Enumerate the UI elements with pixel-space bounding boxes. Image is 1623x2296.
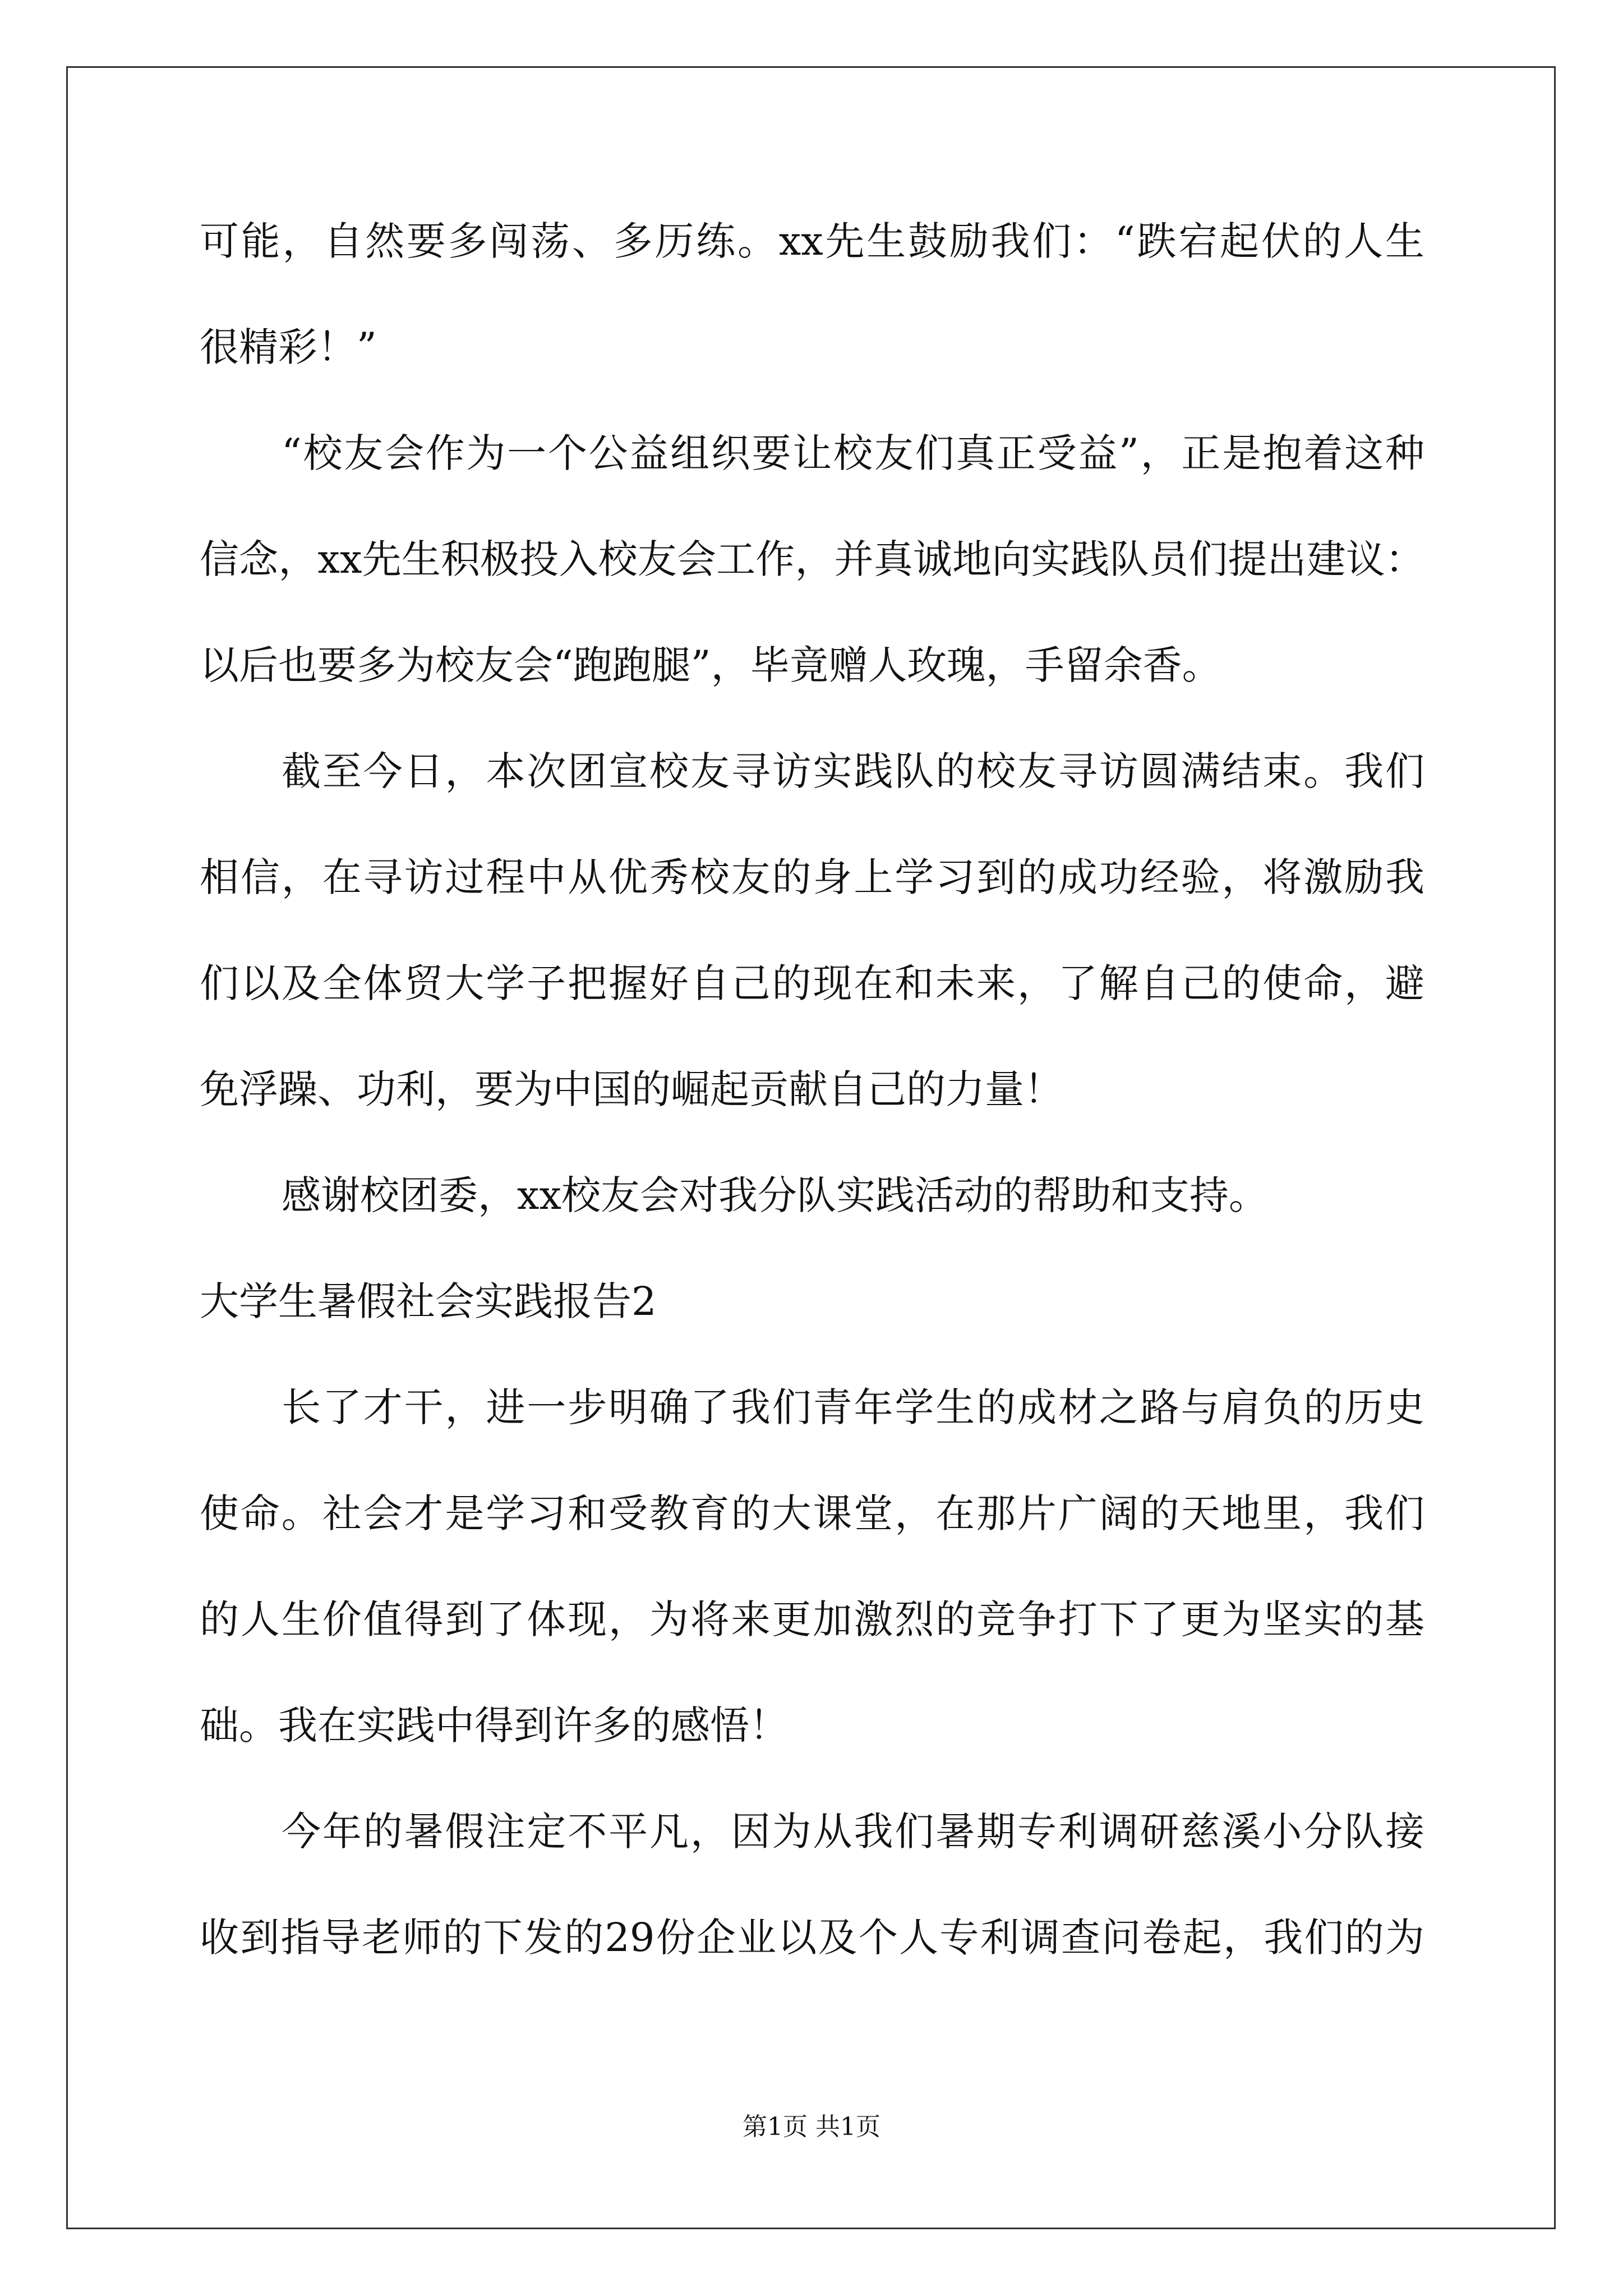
paragraph-line: “校友会作为一个公益组织要让校友们真正受益”，正是抱着这种	[282, 430, 1424, 476]
paragraph-line: 以后也要多为校友会“跑跑腿”，毕竟赠人玫瑰，手留余香。	[200, 642, 1221, 688]
paragraph-line: 相信，在寻访过程中从优秀校友的身上学习到的成功经验，将激励我	[200, 854, 1424, 900]
paragraph-line: 信念，xx先生积极投入校友会工作，并真诚地向实践队员们提出建议：	[200, 536, 1424, 582]
paragraph-line: 可能，自然要多闯荡、多历练。xx先生鼓励我们：“跌宕起伏的人生	[200, 218, 1424, 264]
paragraph-line: 感谢校团委，xx校友会对我分队实践活动的帮助和支持。	[282, 1172, 1268, 1218]
paragraph-line: 免浮躁、功利，要为中国的崛起贡献自己的力量！	[200, 1066, 1063, 1112]
paragraph-line: 很精彩！”	[200, 324, 377, 370]
paragraph-line: 长了才干，进一步明确了我们青年学生的成材之路与肩负的历史	[282, 1384, 1424, 1430]
paragraph-line: 使命。社会才是学习和受教育的大课堂，在那片广阔的天地里，我们	[200, 1490, 1424, 1536]
paragraph-line: 础。我在实践中得到许多的感悟！	[200, 1703, 789, 1749]
page-border	[66, 66, 1556, 2229]
page-footer: 第1页 共1页	[743, 2113, 880, 2141]
paragraph-line: 收到指导老师的下发的29份企业以及个人专利调查问卷起，我们的为	[200, 1915, 1424, 1961]
paragraph-line: 截至今日，本次团宣校友寻访实践队的校友寻访圆满结束。我们	[282, 748, 1424, 794]
paragraph-line: 的人生价值得到了体现，为将来更加激烈的竞争打下了更为坚实的基	[200, 1596, 1424, 1642]
paragraph-line: 今年的暑假注定不平凡，因为从我们暑期专利调研慈溪小分队接	[282, 1809, 1424, 1855]
paragraph-line: 们以及全体贸大学子把握好自己的现在和未来，了解自己的使命，避	[200, 960, 1424, 1006]
section-heading: 大学生暑假社会实践报告2	[200, 1278, 657, 1324]
